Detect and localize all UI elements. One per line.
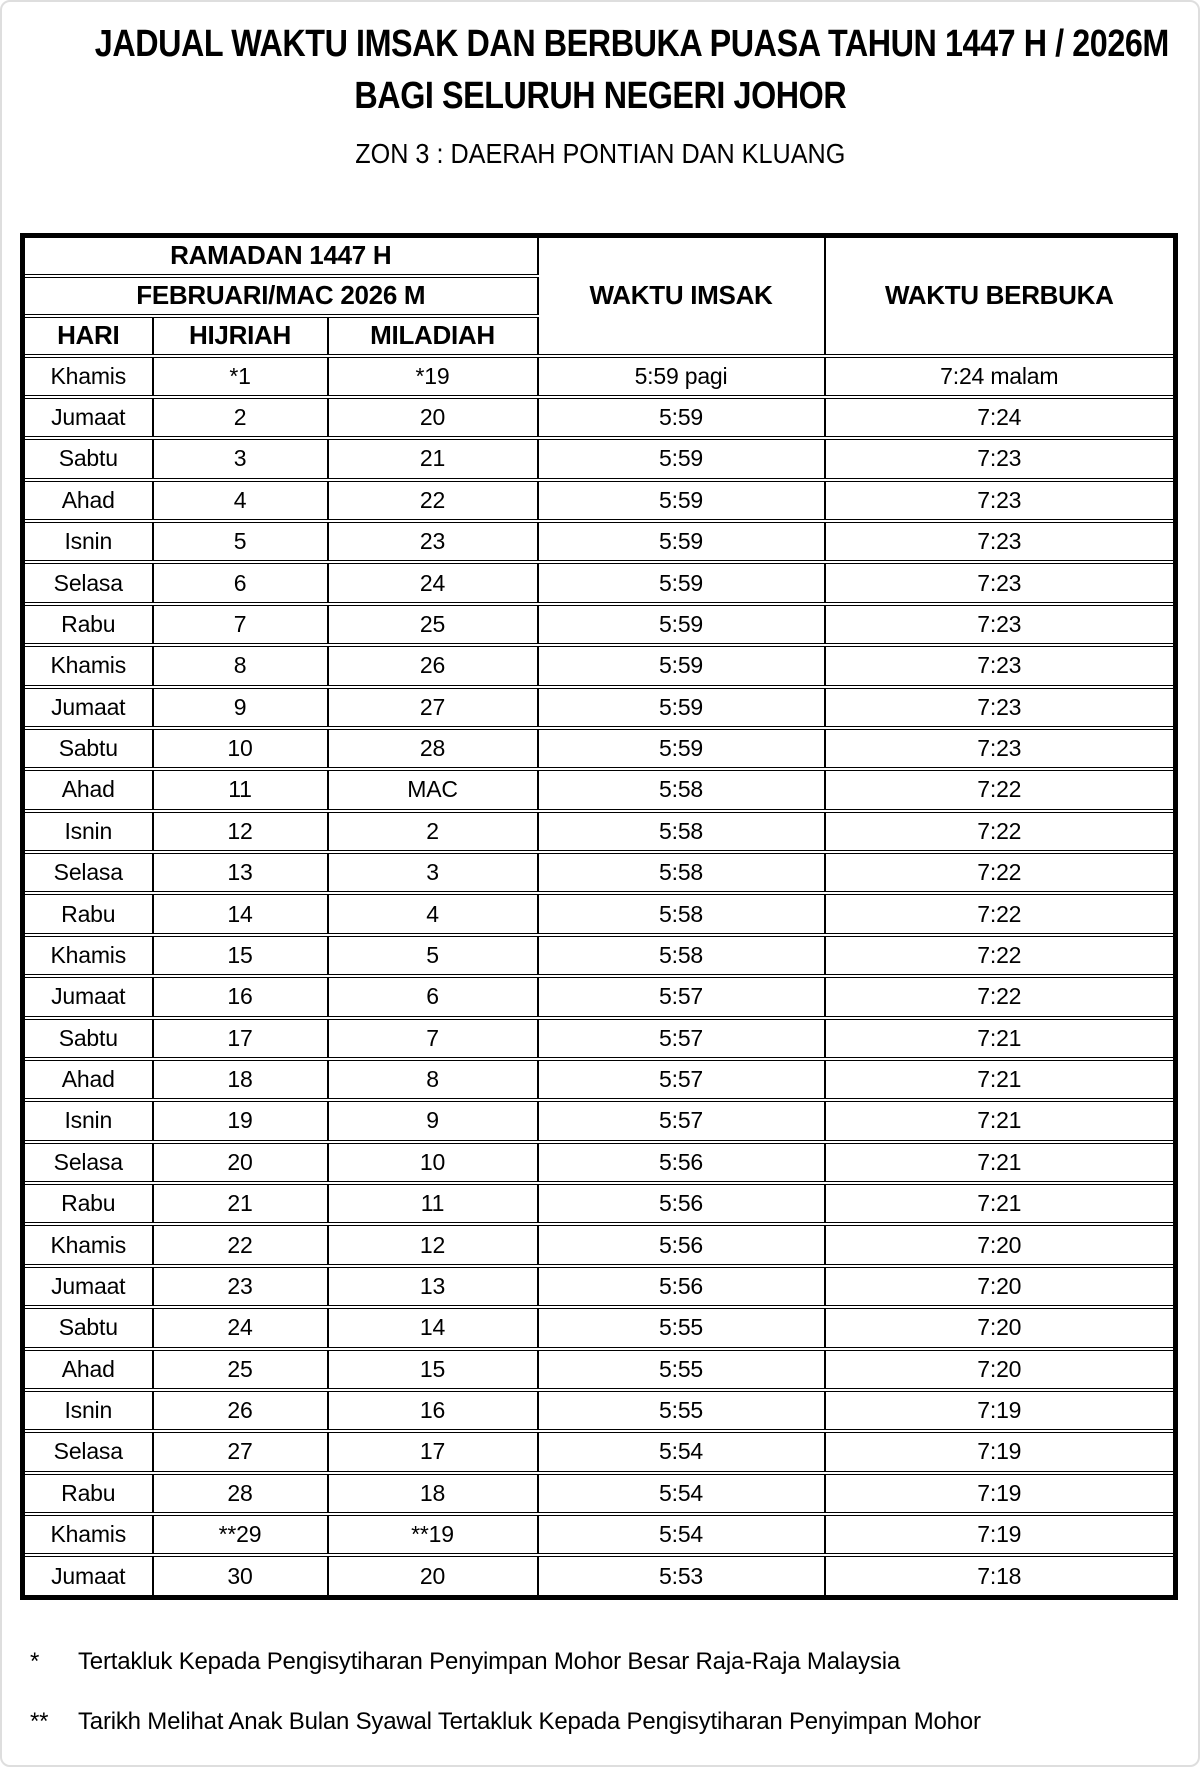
imsak-cell: 5:58 — [538, 811, 825, 852]
berbuka-cell: 7:24 malam — [825, 356, 1176, 397]
miladiah-cell: 27 — [328, 687, 538, 728]
footnote-2 — [30, 1708, 1180, 1736]
page-title — [0, 22, 1200, 126]
berbuka-cell: 7:19 — [825, 1431, 1176, 1472]
miladiah-cell: 20 — [328, 397, 538, 438]
hijriah-cell: 14 — [153, 893, 328, 934]
berbuka-cell: 7:23 — [825, 521, 1176, 562]
miladiah-cell: 25 — [328, 604, 538, 645]
hijriah-cell: 3 — [153, 438, 328, 479]
page-title-line-1-wrap — [0, 22, 1200, 74]
berbuka-cell: 7:23 — [825, 438, 1176, 479]
imsak-cell: 5:59 — [538, 480, 825, 521]
imsak-cell: 5:54 — [538, 1431, 825, 1472]
table-row — [23, 811, 1176, 852]
hijriah-cell: 2 — [153, 397, 328, 438]
day-cell: Khamis — [23, 1224, 153, 1265]
ramadan-header-cell: RAMADAN 1447 H — [23, 236, 538, 276]
hijriah-cell: 12 — [153, 811, 328, 852]
imsak-cell: 5:56 — [538, 1183, 825, 1224]
hijriah-cell: 27 — [153, 1431, 328, 1472]
berbuka-cell: 7:24 — [825, 397, 1176, 438]
table-row — [23, 1100, 1176, 1141]
berbuka-cell: 7:22 — [825, 935, 1176, 976]
berbuka-cell: 7:20 — [825, 1349, 1176, 1390]
hijriah-cell: **29 — [153, 1514, 328, 1555]
miladiah-cell: 26 — [328, 645, 538, 686]
berbuka-cell: 7:21 — [825, 1183, 1176, 1224]
miladiah-cell: 6 — [328, 976, 538, 1017]
imsak-cell: 5:59 — [538, 604, 825, 645]
table-row — [23, 1142, 1176, 1183]
hijriah-cell: 18 — [153, 1059, 328, 1100]
miladiah-cell: 7 — [328, 1018, 538, 1059]
hijriah-cell: 10 — [153, 728, 328, 769]
table-row — [23, 1349, 1176, 1390]
waktu-imsak-header-cell: WAKTU IMSAK — [538, 236, 825, 356]
miladiah-cell: 4 — [328, 893, 538, 934]
imsak-cell: 5:53 — [538, 1555, 825, 1597]
hijriah-cell: 20 — [153, 1142, 328, 1183]
table-row — [23, 728, 1176, 769]
table-row — [23, 1431, 1176, 1472]
imsak-cell: 5:54 — [538, 1514, 825, 1555]
miladiah-cell: 22 — [328, 480, 538, 521]
berbuka-cell: 7:21 — [825, 1100, 1176, 1141]
miladiah-cell: 18 — [328, 1473, 538, 1514]
miladiah-cell: 17 — [328, 1431, 538, 1472]
berbuka-cell: 7:20 — [825, 1307, 1176, 1348]
hijriah-cell: 6 — [153, 562, 328, 603]
hijriah-cell: 26 — [153, 1390, 328, 1431]
imsak-cell: 5:58 — [538, 935, 825, 976]
day-cell: Jumaat — [23, 976, 153, 1017]
hijriah-cell: 9 — [153, 687, 328, 728]
day-cell: Jumaat — [23, 1266, 153, 1307]
imsak-cell: 5:55 — [538, 1307, 825, 1348]
imsak-cell: 5:59 — [538, 687, 825, 728]
footnote-1-text: Tertakluk Kepada Pengisytiharan Penyimpan Mohor Besar Raja-Raja Malaysia — [78, 1648, 901, 1675]
day-cell: Khamis — [23, 356, 153, 397]
imsak-cell: 5:57 — [538, 1100, 825, 1141]
table-row — [23, 769, 1176, 810]
day-cell: Khamis — [23, 645, 153, 686]
day-cell: Isnin — [23, 811, 153, 852]
miladiah-cell: 21 — [328, 438, 538, 479]
table-row — [23, 1018, 1176, 1059]
miladiah-cell: 24 — [328, 562, 538, 603]
table-row — [23, 1473, 1176, 1514]
table-row — [23, 1224, 1176, 1265]
imsak-cell: 5:59 — [538, 562, 825, 603]
table-row — [23, 976, 1176, 1017]
miladiah-cell: 2 — [328, 811, 538, 852]
day-cell: Isnin — [23, 1390, 153, 1431]
table-row — [23, 1555, 1176, 1597]
hijriah-cell: 23 — [153, 1266, 328, 1307]
day-cell: Selasa — [23, 852, 153, 893]
hijriah-cell: 19 — [153, 1100, 328, 1141]
table-row — [23, 893, 1176, 934]
day-cell: Sabtu — [23, 438, 153, 479]
berbuka-cell: 7:20 — [825, 1266, 1176, 1307]
imsak-cell: 5:58 — [538, 893, 825, 934]
table-row — [23, 480, 1176, 521]
day-cell: Jumaat — [23, 397, 153, 438]
imsak-cell: 5:57 — [538, 976, 825, 1017]
hijriah-cell: 30 — [153, 1555, 328, 1597]
miladiah-cell: 10 — [328, 1142, 538, 1183]
hijriah-cell: *1 — [153, 356, 328, 397]
miladiah-cell: 14 — [328, 1307, 538, 1348]
berbuka-cell: 7:22 — [825, 893, 1176, 934]
day-cell: Sabtu — [23, 1307, 153, 1348]
berbuka-cell: 7:19 — [825, 1390, 1176, 1431]
miladiah-cell: 9 — [328, 1100, 538, 1141]
berbuka-cell: 7:22 — [825, 769, 1176, 810]
hijriah-cell: 4 — [153, 480, 328, 521]
berbuka-cell: 7:23 — [825, 728, 1176, 769]
hijriah-cell: 21 — [153, 1183, 328, 1224]
miladiah-cell: 28 — [328, 728, 538, 769]
miladiah-cell: 5 — [328, 935, 538, 976]
imsak-cell: 5:59 — [538, 645, 825, 686]
hijriah-cell: 17 — [153, 1018, 328, 1059]
miladiah-cell: **19 — [328, 1514, 538, 1555]
day-cell: Sabtu — [23, 1018, 153, 1059]
berbuka-cell: 7:23 — [825, 687, 1176, 728]
hijriah-cell: 7 — [153, 604, 328, 645]
miladiah-cell: 8 — [328, 1059, 538, 1100]
imsak-cell: 5:58 — [538, 769, 825, 810]
footnote-2-marker: ** — [30, 1708, 49, 1735]
hijriah-cell: 25 — [153, 1349, 328, 1390]
berbuka-cell: 7:18 — [825, 1555, 1176, 1597]
table-row — [23, 397, 1176, 438]
day-cell: Khamis — [23, 1514, 153, 1555]
miladiah-cell: 13 — [328, 1266, 538, 1307]
imsak-cell: 5:56 — [538, 1266, 825, 1307]
imsak-cell: 5:59 — [538, 521, 825, 562]
day-cell: Khamis — [23, 935, 153, 976]
imsak-cell: 5:59 — [538, 397, 825, 438]
berbuka-cell: 7:23 — [825, 645, 1176, 686]
hijriah-cell: 15 — [153, 935, 328, 976]
header-row-hijri-month — [23, 236, 1176, 276]
day-cell: Rabu — [23, 893, 153, 934]
day-cell: Ahad — [23, 480, 153, 521]
miladiah-cell: 3 — [328, 852, 538, 893]
imsak-cell: 5:59 — [538, 438, 825, 479]
berbuka-cell: 7:23 — [825, 604, 1176, 645]
day-cell: Selasa — [23, 562, 153, 603]
miladiah-cell: MAC — [328, 769, 538, 810]
berbuka-cell: 7:19 — [825, 1514, 1176, 1555]
hijriah-cell: 22 — [153, 1224, 328, 1265]
hijriah-cell: 5 — [153, 521, 328, 562]
waktu-berbuka-header-cell: WAKTU BERBUKA — [825, 236, 1176, 356]
table-row — [23, 1266, 1176, 1307]
table-row — [23, 1059, 1176, 1100]
zone-subtitle-wrap — [0, 138, 1200, 170]
page-title-line-2: BAGI SELURUH NEGERI JOHOR — [354, 75, 846, 117]
imsak-cell: 5:55 — [538, 1349, 825, 1390]
schedule-table — [20, 233, 1178, 1600]
berbuka-cell: 7:21 — [825, 1018, 1176, 1059]
berbuka-cell: 7:22 — [825, 811, 1176, 852]
table-row — [23, 1307, 1176, 1348]
miladiah-cell: 16 — [328, 1390, 538, 1431]
berbuka-cell: 7:23 — [825, 562, 1176, 603]
footnote-1 — [30, 1648, 1180, 1676]
hijriah-cell: 11 — [153, 769, 328, 810]
berbuka-cell: 7:21 — [825, 1059, 1176, 1100]
imsak-cell: 5:54 — [538, 1473, 825, 1514]
day-cell: Ahad — [23, 769, 153, 810]
berbuka-cell: 7:23 — [825, 480, 1176, 521]
table-body — [23, 356, 1176, 1598]
page-title-line-2-wrap — [0, 74, 1200, 126]
table-row — [23, 687, 1176, 728]
day-cell: Selasa — [23, 1431, 153, 1472]
hijriah-header-cell: HIJRIAH — [153, 316, 328, 356]
miladiah-cell: *19 — [328, 356, 538, 397]
berbuka-cell: 7:20 — [825, 1224, 1176, 1265]
table-row — [23, 852, 1176, 893]
table-row — [23, 562, 1176, 603]
page-title-line-1: JADUAL WAKTU IMSAK DAN BERBUKA PUASA TAHUN 1447 H / 2026M — [94, 23, 1169, 65]
table-row — [23, 645, 1176, 686]
hijriah-cell: 16 — [153, 976, 328, 1017]
berbuka-cell: 7:19 — [825, 1473, 1176, 1514]
imsak-cell: 5:56 — [538, 1224, 825, 1265]
day-cell: Rabu — [23, 1473, 153, 1514]
day-cell: Rabu — [23, 1183, 153, 1224]
hari-header-cell: HARI — [23, 316, 153, 356]
day-cell: Rabu — [23, 604, 153, 645]
table-row — [23, 356, 1176, 397]
table-row — [23, 521, 1176, 562]
footnote-2-text: Tarikh Melihat Anak Bulan Syawal Tertakluk Kepada Pengisytiharan Penyimpan Mohor — [78, 1708, 981, 1735]
miladiah-cell: 12 — [328, 1224, 538, 1265]
day-cell: Selasa — [23, 1142, 153, 1183]
footnote-1-marker: * — [30, 1648, 40, 1675]
day-cell: Sabtu — [23, 728, 153, 769]
berbuka-cell: 7:22 — [825, 852, 1176, 893]
miladiah-header-cell: MILADIAH — [328, 316, 538, 356]
day-cell: Jumaat — [23, 1555, 153, 1597]
day-cell: Isnin — [23, 521, 153, 562]
imsak-cell: 5:57 — [538, 1018, 825, 1059]
table-row — [23, 604, 1176, 645]
zone-subtitle: ZON 3 : DAERAH PONTIAN DAN KLUANG — [354, 138, 846, 169]
table-row — [23, 1390, 1176, 1431]
table-row — [23, 1514, 1176, 1555]
miladiah-cell: 20 — [328, 1555, 538, 1597]
imsak-cell: 5:55 — [538, 1390, 825, 1431]
miladiah-cell: 11 — [328, 1183, 538, 1224]
table-header — [23, 236, 1176, 356]
imsak-cell: 5:59 — [538, 728, 825, 769]
berbuka-cell: 7:22 — [825, 976, 1176, 1017]
table-row — [23, 438, 1176, 479]
berbuka-cell: 7:21 — [825, 1142, 1176, 1183]
hijriah-cell: 8 — [153, 645, 328, 686]
imsak-cell: 5:56 — [538, 1142, 825, 1183]
day-cell: Isnin — [23, 1100, 153, 1141]
imsak-cell: 5:58 — [538, 852, 825, 893]
imsak-cell: 5:59 pagi — [538, 356, 825, 397]
miladiah-cell: 15 — [328, 1349, 538, 1390]
day-cell: Ahad — [23, 1349, 153, 1390]
hijriah-cell: 24 — [153, 1307, 328, 1348]
hijriah-cell: 13 — [153, 852, 328, 893]
hijriah-cell: 28 — [153, 1473, 328, 1514]
table-row — [23, 935, 1176, 976]
imsak-cell: 5:57 — [538, 1059, 825, 1100]
table-row — [23, 1183, 1176, 1224]
miladiah-cell: 23 — [328, 521, 538, 562]
februari-mac-header-cell: FEBRUARI/MAC 2026 M — [23, 276, 538, 316]
day-cell: Ahad — [23, 1059, 153, 1100]
day-cell: Jumaat — [23, 687, 153, 728]
